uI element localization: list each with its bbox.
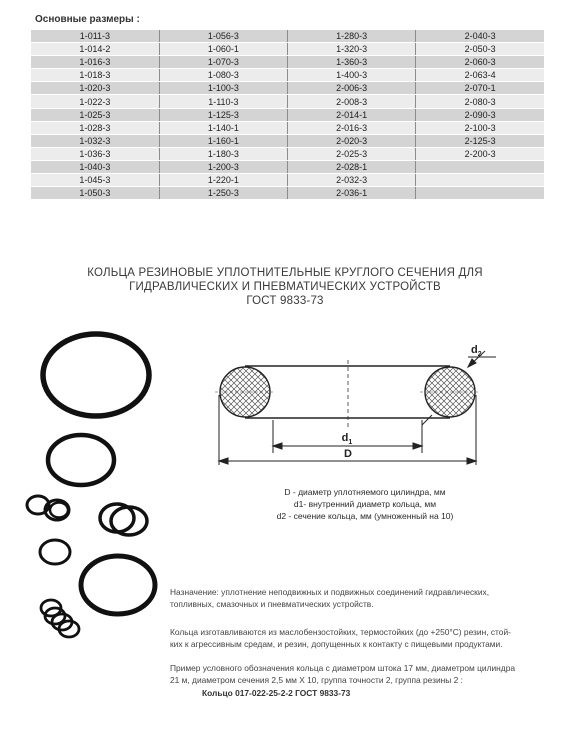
table-cell: 2-090-3	[416, 108, 544, 121]
table-cell: 2-040-3	[416, 30, 544, 43]
table-cell: 1-016-3	[31, 56, 159, 69]
table-cell: 1-045-3	[31, 174, 159, 187]
table-cell: 1-022-3	[31, 95, 159, 108]
table-row	[31, 69, 544, 82]
legend-D: D - диаметр уплотняемого цилиндра, мм	[284, 487, 446, 497]
table-row	[31, 187, 544, 200]
table-cell	[416, 187, 544, 200]
table-cell: 2-200-3	[416, 147, 544, 160]
ring-small-5	[111, 507, 147, 535]
table-row	[31, 95, 544, 108]
legend-d2: d2 - сечение кольца, мм (умноженный на 10)	[276, 511, 454, 521]
table-cell: 1-220-1	[159, 174, 287, 187]
title-line-1: КОЛЬЦА РЕЗИНОВЫЕ УПЛОТНИТЕЛЬНЫЕ КРУГЛОГО СЕЧЕНИЯ ДЛЯ	[87, 267, 483, 279]
table-cell: 2-070-1	[416, 82, 544, 95]
table-cell: 1-056-3	[159, 30, 287, 43]
table-cell: 1-250-3	[159, 187, 287, 200]
sizes-table-body	[31, 30, 544, 200]
table-cell: 2-100-3	[416, 121, 544, 134]
table-row	[31, 30, 544, 43]
table-cell: 2-050-3	[416, 43, 544, 56]
material-line-1: Кольца изготавливаются из маслобензостойких, термостойких (до +250°С) резин, стой-	[170, 627, 511, 637]
document-title	[60, 266, 510, 308]
example-designation: Кольцо 017-022-25-2-2 ГОСТ 9833-73	[202, 687, 351, 698]
ring-small-3	[50, 503, 68, 518]
table-row	[31, 43, 544, 56]
table-cell: 2-028-1	[288, 160, 416, 173]
title-line-3: ГОСТ 9833-73	[246, 295, 324, 307]
table-row	[31, 56, 544, 69]
table-cell: 1-020-3	[31, 82, 159, 95]
title-line-2: ГИДРАВЛИЧЕСКИХ И ПНЕВМАТИЧЕСКИХ УСТРОЙСТВ	[129, 281, 441, 293]
table-cell: 1-280-3	[288, 30, 416, 43]
table-cell	[416, 160, 544, 173]
label-d2: $d_2$	[471, 344, 482, 358]
ring-medium	[48, 435, 114, 485]
table-cell: 1-160-1	[159, 134, 287, 147]
example-line-1: Пример условного обозначения кольца с диаметром штока 17 мм, диаметром цилиндра	[170, 663, 516, 673]
table-row	[31, 82, 544, 95]
table-cell: 1-060-1	[159, 43, 287, 56]
table-cell: 1-400-3	[288, 69, 416, 82]
table-row	[31, 134, 544, 147]
table-cell: 1-140-1	[159, 121, 287, 134]
table-cell: 2-025-3	[288, 147, 416, 160]
table-cell: 1-360-3	[288, 56, 416, 69]
table-cell: 1-070-3	[159, 56, 287, 69]
table-row	[31, 174, 544, 187]
purpose-line-1: Назначение: уплотнение неподвижных и подвижных соединений гидравлических,	[170, 587, 490, 597]
table-cell: 1-200-3	[159, 160, 287, 173]
table-cell: 1-011-3	[31, 30, 159, 43]
ring-medium-2	[81, 556, 155, 614]
table-cell: 1-018-3	[31, 69, 159, 82]
material-text	[170, 626, 550, 651]
purpose-line-2: топливных, смазочных и пневматических устройств.	[170, 599, 374, 610]
table-cell: 2-016-3	[288, 121, 416, 134]
table-cell: 1-100-3	[159, 82, 287, 95]
material-line-2: ких к агрессивным средам, и резин, допущенных к контакту с пищевыми продуктами.	[170, 639, 503, 650]
table-cell: 1-110-3	[159, 95, 287, 108]
table-cell: 1-320-3	[288, 43, 416, 56]
table-cell: 2-125-3	[416, 134, 544, 147]
table-cell: 1-080-3	[159, 69, 287, 82]
section-left	[215, 367, 275, 417]
table-row	[31, 160, 544, 173]
sizes-table	[31, 30, 544, 200]
ring-large	[43, 334, 149, 416]
example-line-2: 21 м, диаметром сечения 2,5 мм Х 10, группа точности 2, группа резины 2 :	[170, 675, 463, 686]
table-cell: 2-014-1	[288, 108, 416, 121]
table-cell: 2-008-3	[288, 95, 416, 108]
ring-cross-section-drawing	[210, 335, 510, 475]
rings-photo	[25, 325, 175, 645]
table-cell	[416, 174, 544, 187]
table-cell: 1-014-2	[31, 43, 159, 56]
legend-d1: d1- внутренний диаметр кольца, мм	[293, 499, 437, 509]
table-cell: 2-032-3	[288, 174, 416, 187]
purpose-text	[170, 586, 550, 611]
table-cell: 2-080-3	[416, 95, 544, 108]
table-cell: 2-060-3	[416, 56, 544, 69]
table-cell: 2-036-1	[288, 187, 416, 200]
label-d1: $d_1$	[341, 432, 353, 446]
dimension-legend	[215, 486, 515, 522]
table-cell: 1-180-3	[159, 147, 287, 160]
table-cell: 2-020-3	[288, 134, 416, 147]
table-cell: 1-036-3	[31, 147, 159, 160]
table-cell: 2-063-4	[416, 69, 544, 82]
table-cell: 1-028-3	[31, 121, 159, 134]
table-cell: 1-125-3	[159, 108, 287, 121]
table-cell: 1-025-3	[31, 108, 159, 121]
sizes-heading: Основные размеры :	[35, 14, 140, 25]
table-cell: 1-040-3	[31, 160, 159, 173]
label-D: D	[344, 448, 352, 460]
table-cell: 2-006-3	[288, 82, 416, 95]
table-row	[31, 121, 544, 134]
table-row	[31, 147, 544, 160]
table-cell: 1-050-3	[31, 187, 159, 200]
ring-small-6	[40, 540, 70, 564]
section-right	[420, 367, 480, 417]
table-cell: 1-032-3	[31, 134, 159, 147]
table-row	[31, 108, 544, 121]
example-text	[170, 662, 550, 699]
